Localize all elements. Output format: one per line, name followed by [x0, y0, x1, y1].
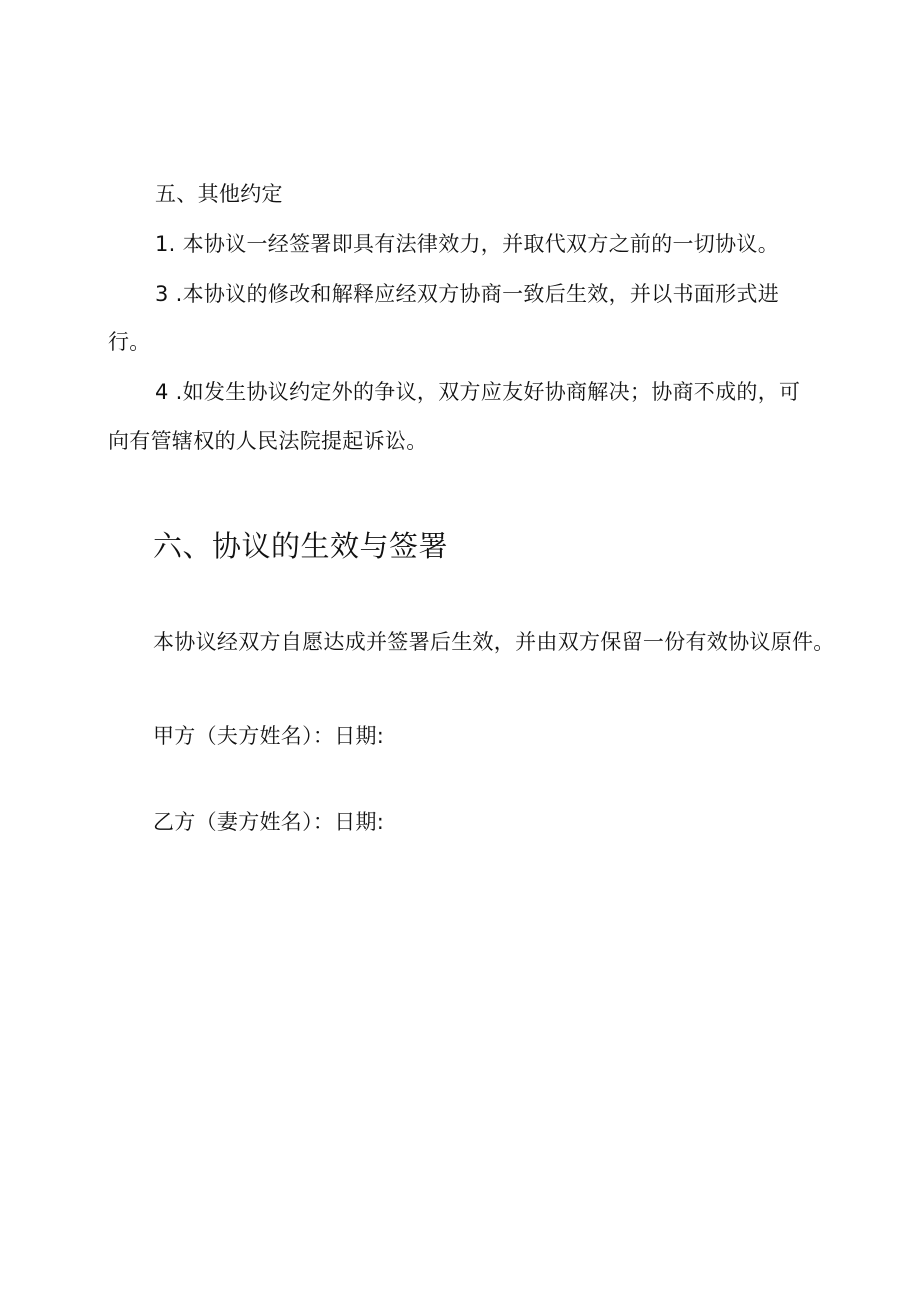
section-five-heading: 五、其他约定	[155, 182, 283, 206]
section-six-body: 本协议经双方自愿达成并签署后生效，并由双方保留一份有效协议原件。	[153, 630, 835, 654]
section-five-item-4-line-1: 4 .如发生协议约定外的争议，双方应友好协商解决；协商不成的，可	[155, 380, 801, 404]
section-five-item-3-line-2: 行。	[108, 330, 151, 354]
section-five-item-1: 1. 本协议一经签署即具有法律效力，并取代双方之前的一切协议。	[155, 232, 780, 256]
party-a-signature-line: 甲方（夫方姓名）：日期:	[153, 724, 385, 748]
section-five-item-3-line-1: 3 .本协议的修改和解释应经双方协商一致后生效，并以书面形式进	[155, 282, 780, 306]
party-b-signature-line: 乙方（妻方姓名）：日期:	[153, 810, 385, 834]
section-five-item-4-line-2: 向有管辖权的人民法院提起诉讼。	[108, 429, 428, 453]
section-six-heading: 六、协议的生效与签署	[153, 529, 449, 563]
